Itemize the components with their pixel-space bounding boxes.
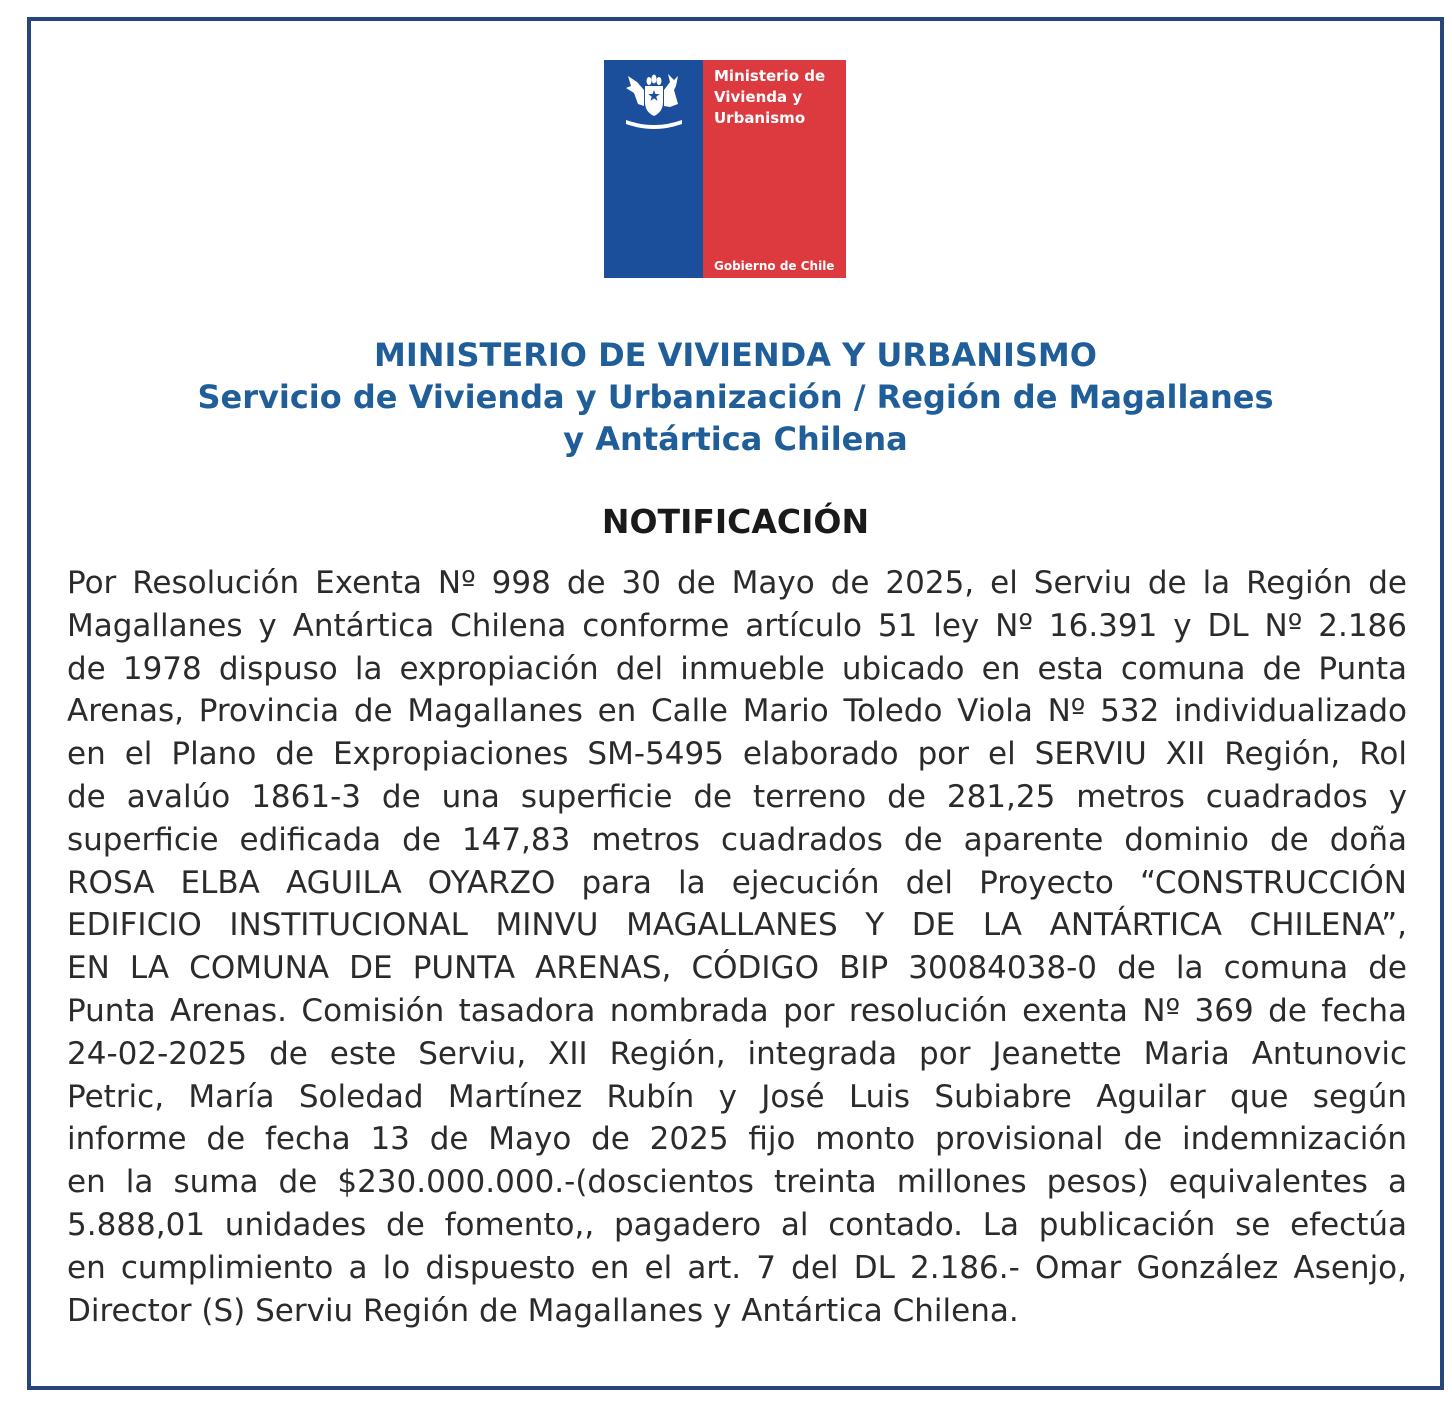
government-logo [604, 60, 846, 278]
body-line: en cumplimiento a lo dispuesto en el art. 7 del DL 2.186.- Omar González Asenjo, [67, 1249, 1407, 1286]
body-line: 5.888,01 unidades de fomento,, pagadero al contado. La publicación se efectúa [67, 1206, 1407, 1243]
logo-ministry-name [714, 66, 825, 129]
body-line: Punta Arenas. Comisión tasadora nombrada por resolución exenta Nº 369 de fecha [67, 992, 1407, 1029]
emblem-huemul [664, 74, 678, 107]
logo-blue-panel [604, 60, 703, 278]
notice-body [67, 562, 1407, 1332]
body-line: 24-02-2025 de este Serviu, XII Región, integrada por Jeanette Maria Antunovic [67, 1035, 1407, 1072]
emblem-plume-right [657, 77, 662, 85]
logo-red-panel [703, 60, 846, 278]
body-line: informe de fecha 13 de Mayo de 2025 fijo monto provisional de indemnización [67, 1121, 1407, 1158]
body-line: superficie edificada de 147,83 metros cuadrados de aparente dominio de doña [67, 821, 1407, 858]
body-line: Arenas, Provincia de Magallanes en Calle Mario Toledo Viola Nº 532 individualizado [67, 693, 1407, 730]
body-line: de 1978 dispuso la expropiación del inmueble ubicado en esta comuna de Punta [67, 650, 1407, 687]
service-heading-line-1: Servicio de Vivienda y Urbanización / Región de Magallanes [197, 378, 1274, 416]
body-line: ROSA ELBA AGUILA OYARZO para la ejecución del Proyecto “CONSTRUCCIÓN [67, 864, 1407, 901]
logo-ministry-line: Ministerio de [714, 67, 826, 85]
body-line-signature: Director (S) Serviu Región de Magallanes y Antártica Chilena. [67, 1292, 1019, 1329]
emblem-plume-left [647, 77, 652, 85]
notice-title: NOTIFICACIÓN [601, 502, 870, 541]
logo-ministry-line: Vivienda y [714, 88, 803, 106]
logo-government-name: Gobierno de Chile [714, 259, 835, 273]
body-line: de avalúo 1861-3 de una superficie de terreno de 281,25 metros cuadrados y [67, 778, 1407, 815]
body-line: Magallanes y Antártica Chilena conforme artículo 51 ley Nº 16.391 y DL Nº 2.186 [67, 607, 1407, 644]
document-header [27, 334, 1444, 460]
body-line: EN LA COMUNA DE PUNTA ARENAS, CÓDIGO BIP 30084038-0 de la comuna de [67, 950, 1407, 987]
emblem-plume-center [652, 75, 657, 84]
body-line: Petric, María Soledad Martínez Rubín y José Luis Subiabre Aguilar que según [67, 1078, 1407, 1115]
body-line: EDIFICIO INSTITUCIONAL MINVU MAGALLANES Y DE LA ANTÁRTICA CHILENA”, [67, 907, 1407, 944]
logo-ministry-line: Urbanismo [714, 109, 806, 127]
emblem-ribbon [626, 120, 682, 129]
emblem-condor [626, 76, 644, 106]
body-line: Por Resolución Exenta Nº 998 de 30 de Mayo de 2025, el Serviu de la Región de [67, 565, 1407, 601]
ministry-heading: MINISTERIO DE VIVIENDA Y URBANISMO [374, 336, 1097, 374]
body-line: en la suma de $230.000.000.-(doscientos treinta millones pesos) equivalentes a [67, 1164, 1407, 1201]
coat-of-arms-icon [604, 60, 703, 140]
service-heading-line-2: y Antártica Chilena [563, 420, 908, 458]
body-line: en el Plano de Expropiaciones SM-5495 elaborado por el SERVIU XII Región, Rol [67, 736, 1407, 773]
